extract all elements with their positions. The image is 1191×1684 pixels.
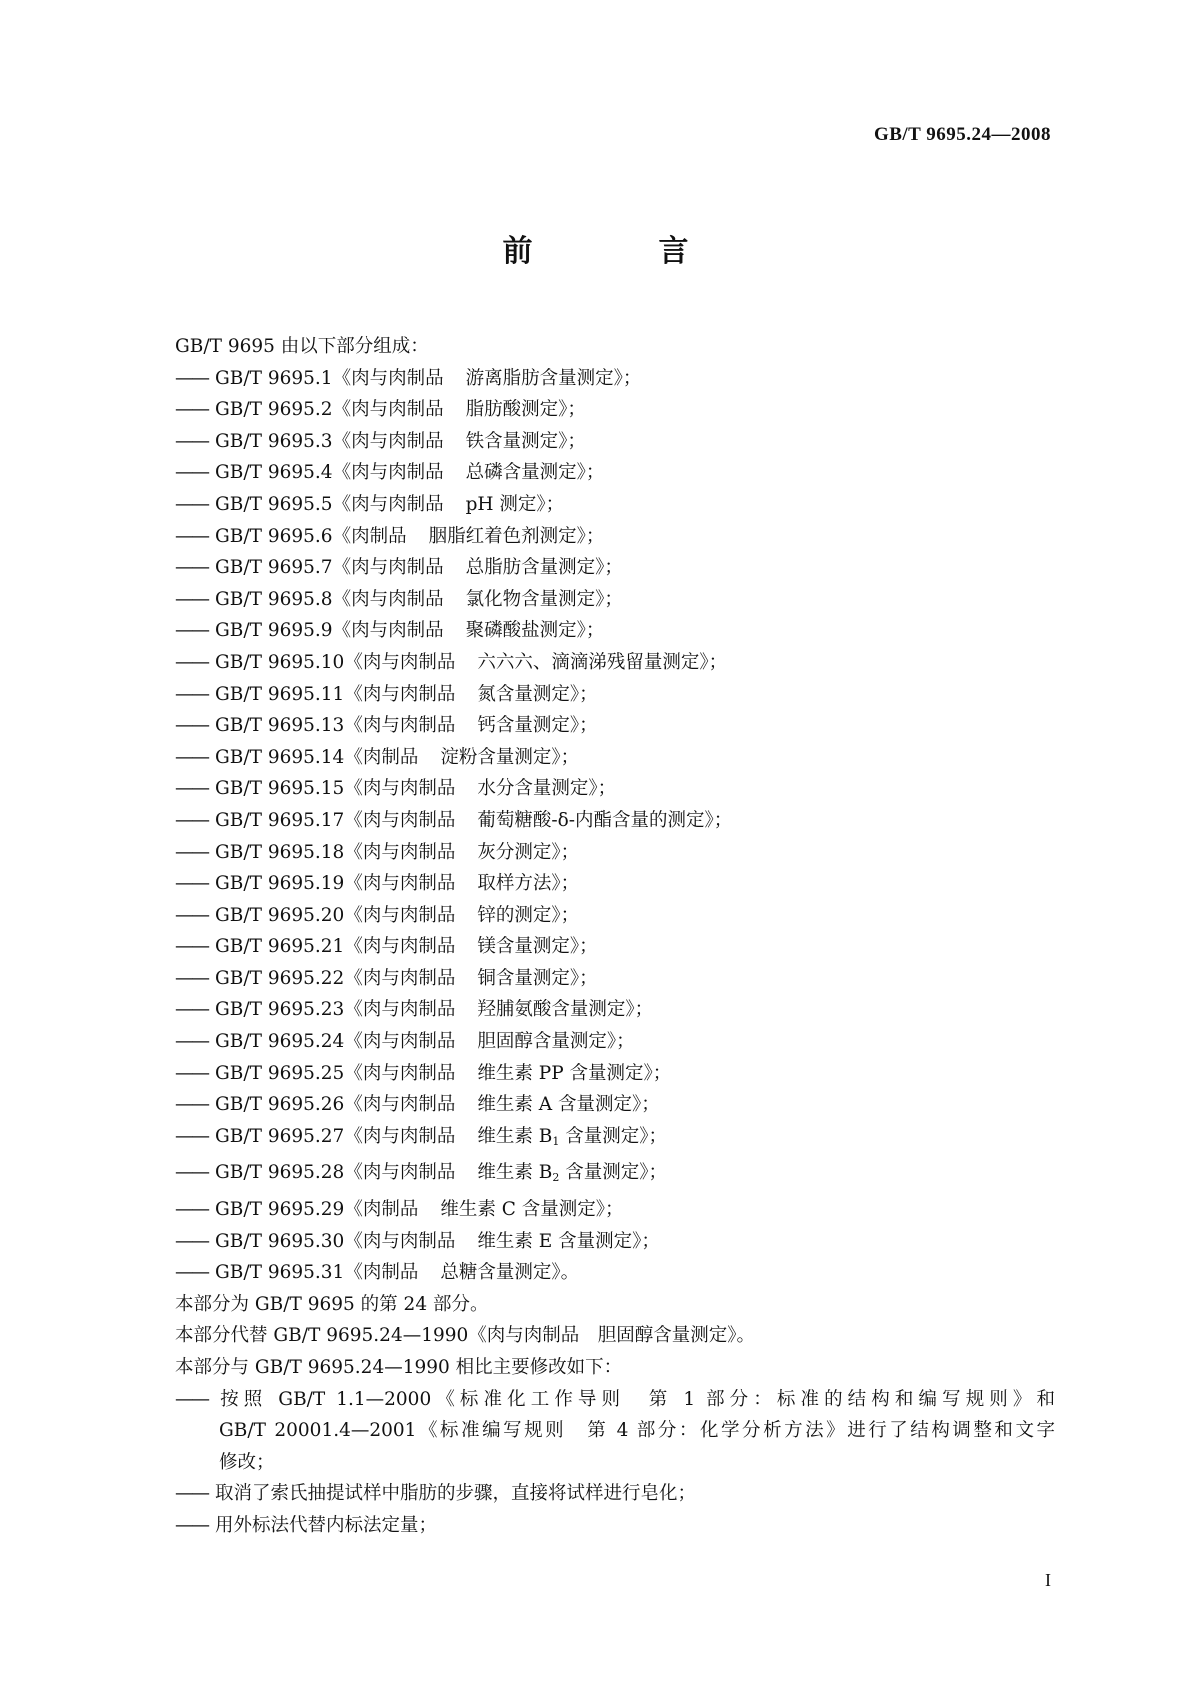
part-title: 锌的测定》；: [477, 904, 580, 926]
dash: ——: [175, 778, 208, 800]
change-line: GB/T 20001.4—2001《标准编写规则 第 4 部分：化学分析方法》进行了结构调整和文字: [219, 1420, 1055, 1442]
part-title: 总脂肪含量测定》；: [465, 557, 623, 579]
part-standard-number: GB/T 9695.29: [215, 1199, 345, 1221]
part-standard-number: GB/T 9695.27: [215, 1125, 345, 1147]
part-title: 维生素 PP 含量测定》；: [477, 1062, 672, 1084]
dash: ——: [175, 430, 208, 452]
part-category: 《肉与肉制品: [344, 1094, 456, 1116]
part-category: 《肉与肉制品: [344, 683, 456, 705]
part-standard-number: GB/T 9695.30: [215, 1230, 345, 1252]
dash: ——: [175, 1031, 208, 1053]
part-title: 镁含量测定》；: [477, 936, 598, 958]
dash: ——: [175, 557, 208, 579]
part-category: 《肉制品: [344, 1199, 419, 1221]
part-item: [175, 457, 1055, 489]
part-standard-number: GB/T 9695.6: [215, 525, 333, 547]
part-title: 六六六、滴滴涕残留量测定》；: [477, 651, 728, 673]
part-standard-number: GB/T 9695.21: [215, 936, 345, 958]
part-title: 维生素 B: [477, 1125, 553, 1147]
part-category: 《肉制品: [344, 1262, 419, 1284]
part-item: [175, 805, 1055, 837]
dash: ——: [175, 651, 208, 673]
dash: ——: [175, 967, 208, 989]
part-item: [175, 1194, 1055, 1226]
part-standard-number: GB/T 9695.3: [215, 430, 333, 452]
part-title: 水分含量测定》；: [477, 778, 617, 800]
part-item: [175, 963, 1055, 995]
part-standard-number: GB/T 9695.28: [215, 1162, 345, 1184]
part-category: 《肉与肉制品: [344, 904, 456, 926]
part-title: 氮含量测定》；: [477, 683, 598, 705]
part-standard-number: GB/T 9695.9: [215, 620, 333, 642]
part-standard-number: GB/T 9695.22: [215, 967, 345, 989]
part-title: 胭脂红着色剂测定》；: [428, 525, 605, 547]
part-standard-number: GB/T 9695.1: [215, 367, 333, 389]
dash: ——: [175, 1388, 208, 1410]
part-category: 《肉与肉制品: [344, 967, 456, 989]
change-line: —— 按照 GB/T 1.1—2000《标准化工作导则 第 1 部分：标准的结构和编写规则》和: [175, 1384, 1055, 1416]
part-item: [175, 710, 1055, 742]
part-category: 《肉与肉制品: [344, 936, 456, 958]
dash: ——: [175, 588, 208, 610]
part-standard-number: GB/T 9695.15: [215, 778, 345, 800]
part-item: [175, 1058, 1055, 1090]
part-item: [175, 1257, 1055, 1289]
dash: ——: [175, 1230, 208, 1252]
part-title: 脂肪酸测定》；: [465, 399, 586, 421]
part-standard-number: GB/T 9695.4: [215, 462, 333, 484]
part-standard-number: GB/T 9695.17: [215, 809, 345, 831]
part-category: 《肉与肉制品: [344, 873, 456, 895]
part-title: 葡萄糖酸-δ-内酯含量的测定》；: [477, 809, 733, 831]
part-standard-number: GB/T 9695.7: [215, 557, 333, 579]
part-category: 《肉与肉制品: [344, 1031, 456, 1053]
change-item: —— 用外标法代替内标法定量；: [175, 1510, 1055, 1542]
part-category: 《肉与肉制品: [344, 1230, 456, 1252]
part-standard-number: GB/T 9695.14: [215, 746, 345, 768]
part-standard-number: GB/T 9695.13: [215, 715, 345, 737]
part-standard-number: GB/T 9695.31: [215, 1262, 345, 1284]
dash: ——: [175, 493, 208, 515]
part-title: 维生素 C 含量测定》；: [440, 1199, 624, 1221]
part-item: [175, 931, 1055, 963]
part-title: 铁含量测定》；: [465, 430, 586, 452]
part-category: 《肉与肉制品: [344, 841, 456, 863]
dash: ——: [175, 399, 208, 421]
dash: ——: [175, 683, 208, 705]
part-title: 取样方法》；: [477, 873, 580, 895]
part-item: [175, 868, 1055, 900]
part-title: 游离脂肪含量测定》；: [465, 367, 642, 389]
part-item: [175, 1121, 1055, 1158]
dash: ——: [175, 841, 208, 863]
part-title: 淀粉含量测定》；: [440, 746, 580, 768]
part-title: 维生素 A 含量测定》；: [477, 1094, 660, 1116]
part-standard-number: GB/T 9695.24: [215, 1031, 345, 1053]
dash: ——: [175, 904, 208, 926]
part-item: [175, 1157, 1055, 1194]
part-title: 维生素 B: [477, 1162, 553, 1184]
part-item: [175, 552, 1055, 584]
part-standard-number: GB/T 9695.11: [215, 683, 345, 705]
part-item: [175, 489, 1055, 521]
part-standard-number: GB/T 9695.23: [215, 999, 345, 1021]
part-title-subscript: 1: [552, 1134, 560, 1148]
page-number: I: [1045, 1570, 1051, 1590]
part-title: 灰分测定》；: [477, 841, 580, 863]
dash: ——: [175, 1514, 208, 1536]
part-category: 《肉与肉制品: [344, 809, 456, 831]
part-item: [175, 363, 1055, 395]
part-item: [175, 742, 1055, 774]
foreword-body: [175, 331, 1055, 1542]
dash: ——: [175, 1125, 208, 1147]
dash: ——: [175, 809, 208, 831]
part-item: [175, 1026, 1055, 1058]
dash: ——: [175, 936, 208, 958]
part-title-subscript: 2: [552, 1171, 560, 1185]
part-item: [175, 679, 1055, 711]
part-item: [175, 426, 1055, 458]
dash: ——: [175, 1483, 208, 1505]
dash: ——: [175, 525, 208, 547]
changes-intro: 本部分与 GB/T 9695.24—1990 相比主要修改如下：: [175, 1357, 623, 1378]
part-item: [175, 994, 1055, 1026]
part-category: 《肉与肉制品: [344, 1062, 456, 1084]
part-title: 总磷含量测定》；: [465, 462, 605, 484]
dash: ——: [175, 873, 208, 895]
part-category: 《肉与肉制品: [332, 399, 444, 421]
part-standard-number: GB/T 9695.18: [215, 841, 345, 863]
replacement-statement: 本部分代替 GB/T 9695.24—1990《肉与肉制品 胆固醇含量测定》。: [175, 1325, 756, 1347]
part-title-suffix: 含量测定》；: [559, 1162, 667, 1184]
part-category: 《肉与肉制品: [344, 778, 456, 800]
part-item: [175, 394, 1055, 426]
change-item: —— 取消了索氏抽提试样中脂肪的步骤，直接将试样进行皂化；: [175, 1478, 1055, 1510]
part-category: 《肉与肉制品: [332, 462, 444, 484]
part-title: 维生素 E 含量测定》；: [477, 1230, 660, 1252]
dash: ——: [175, 620, 208, 642]
part-title: 聚磷酸盐测定》；: [465, 620, 605, 642]
page-title: 前 言: [502, 234, 737, 269]
dash: ——: [175, 715, 208, 737]
part-standard-number: GB/T 9695.10: [215, 651, 345, 673]
part-category: 《肉与肉制品: [332, 588, 444, 610]
part-category: 《肉与肉制品: [344, 999, 456, 1021]
intro-line: GB/T 9695 由以下部分组成：: [175, 336, 429, 357]
parts-list: [175, 363, 1055, 1289]
dash: ——: [175, 1162, 208, 1184]
part-title: 氯化物含量测定》；: [465, 588, 623, 610]
dash: ——: [175, 1094, 208, 1116]
change-line: 修改；: [219, 1451, 275, 1473]
part-category: 《肉与肉制品: [332, 620, 444, 642]
dash: ——: [175, 1262, 208, 1284]
part-item: [175, 1089, 1055, 1121]
part-item: [175, 615, 1055, 647]
part-item: [175, 584, 1055, 616]
part-standard-number: GB/T 9695.19: [215, 873, 345, 895]
part-item: [175, 647, 1055, 679]
part-title: 羟脯氨酸含量测定》；: [477, 999, 654, 1021]
part-standard-number: GB/T 9695.26: [215, 1094, 345, 1116]
part-item: [175, 521, 1055, 553]
part-item: [175, 1226, 1055, 1258]
part-standard-number: GB/T 9695.25: [215, 1062, 345, 1084]
part-statement: 本部分为 GB/T 9695 的第 24 部分。: [175, 1293, 489, 1315]
part-standard-number: GB/T 9695.8: [215, 588, 333, 610]
part-title: pH 测定》；: [465, 493, 565, 515]
part-title-suffix: 含量测定》；: [559, 1125, 667, 1147]
part-title: 总糖含量测定》。: [440, 1262, 580, 1284]
part-category: 《肉与肉制品: [332, 367, 444, 389]
part-item: [175, 773, 1055, 805]
change-item: [175, 1384, 1055, 1479]
part-category: 《肉与肉制品: [344, 1125, 456, 1147]
part-item: [175, 900, 1055, 932]
part-category: 《肉与肉制品: [332, 493, 444, 515]
part-category: 《肉与肉制品: [344, 715, 456, 737]
part-standard-number: GB/T 9695.20: [215, 904, 345, 926]
dash: ——: [175, 367, 208, 389]
part-item: [175, 837, 1055, 869]
part-category: 《肉制品: [332, 525, 407, 547]
part-title: 铜含量测定》；: [477, 967, 598, 989]
dash: ——: [175, 1062, 208, 1084]
part-category: 《肉与肉制品: [344, 651, 456, 673]
dash: ——: [175, 999, 208, 1021]
dash: ——: [175, 1199, 208, 1221]
part-title: 钙含量测定》；: [477, 715, 598, 737]
part-standard-number: GB/T 9695.2: [215, 399, 333, 421]
dash: ——: [175, 746, 208, 768]
part-category: 《肉与肉制品: [332, 430, 444, 452]
part-title: 胆固醇含量测定》；: [477, 1031, 635, 1053]
dash: ——: [175, 462, 208, 484]
part-category: 《肉与肉制品: [332, 557, 444, 579]
part-standard-number: GB/T 9695.5: [215, 493, 333, 515]
part-category: 《肉制品: [344, 746, 419, 768]
standard-number: GB/T 9695.24—2008: [873, 124, 1051, 145]
part-category: 《肉与肉制品: [344, 1162, 456, 1184]
